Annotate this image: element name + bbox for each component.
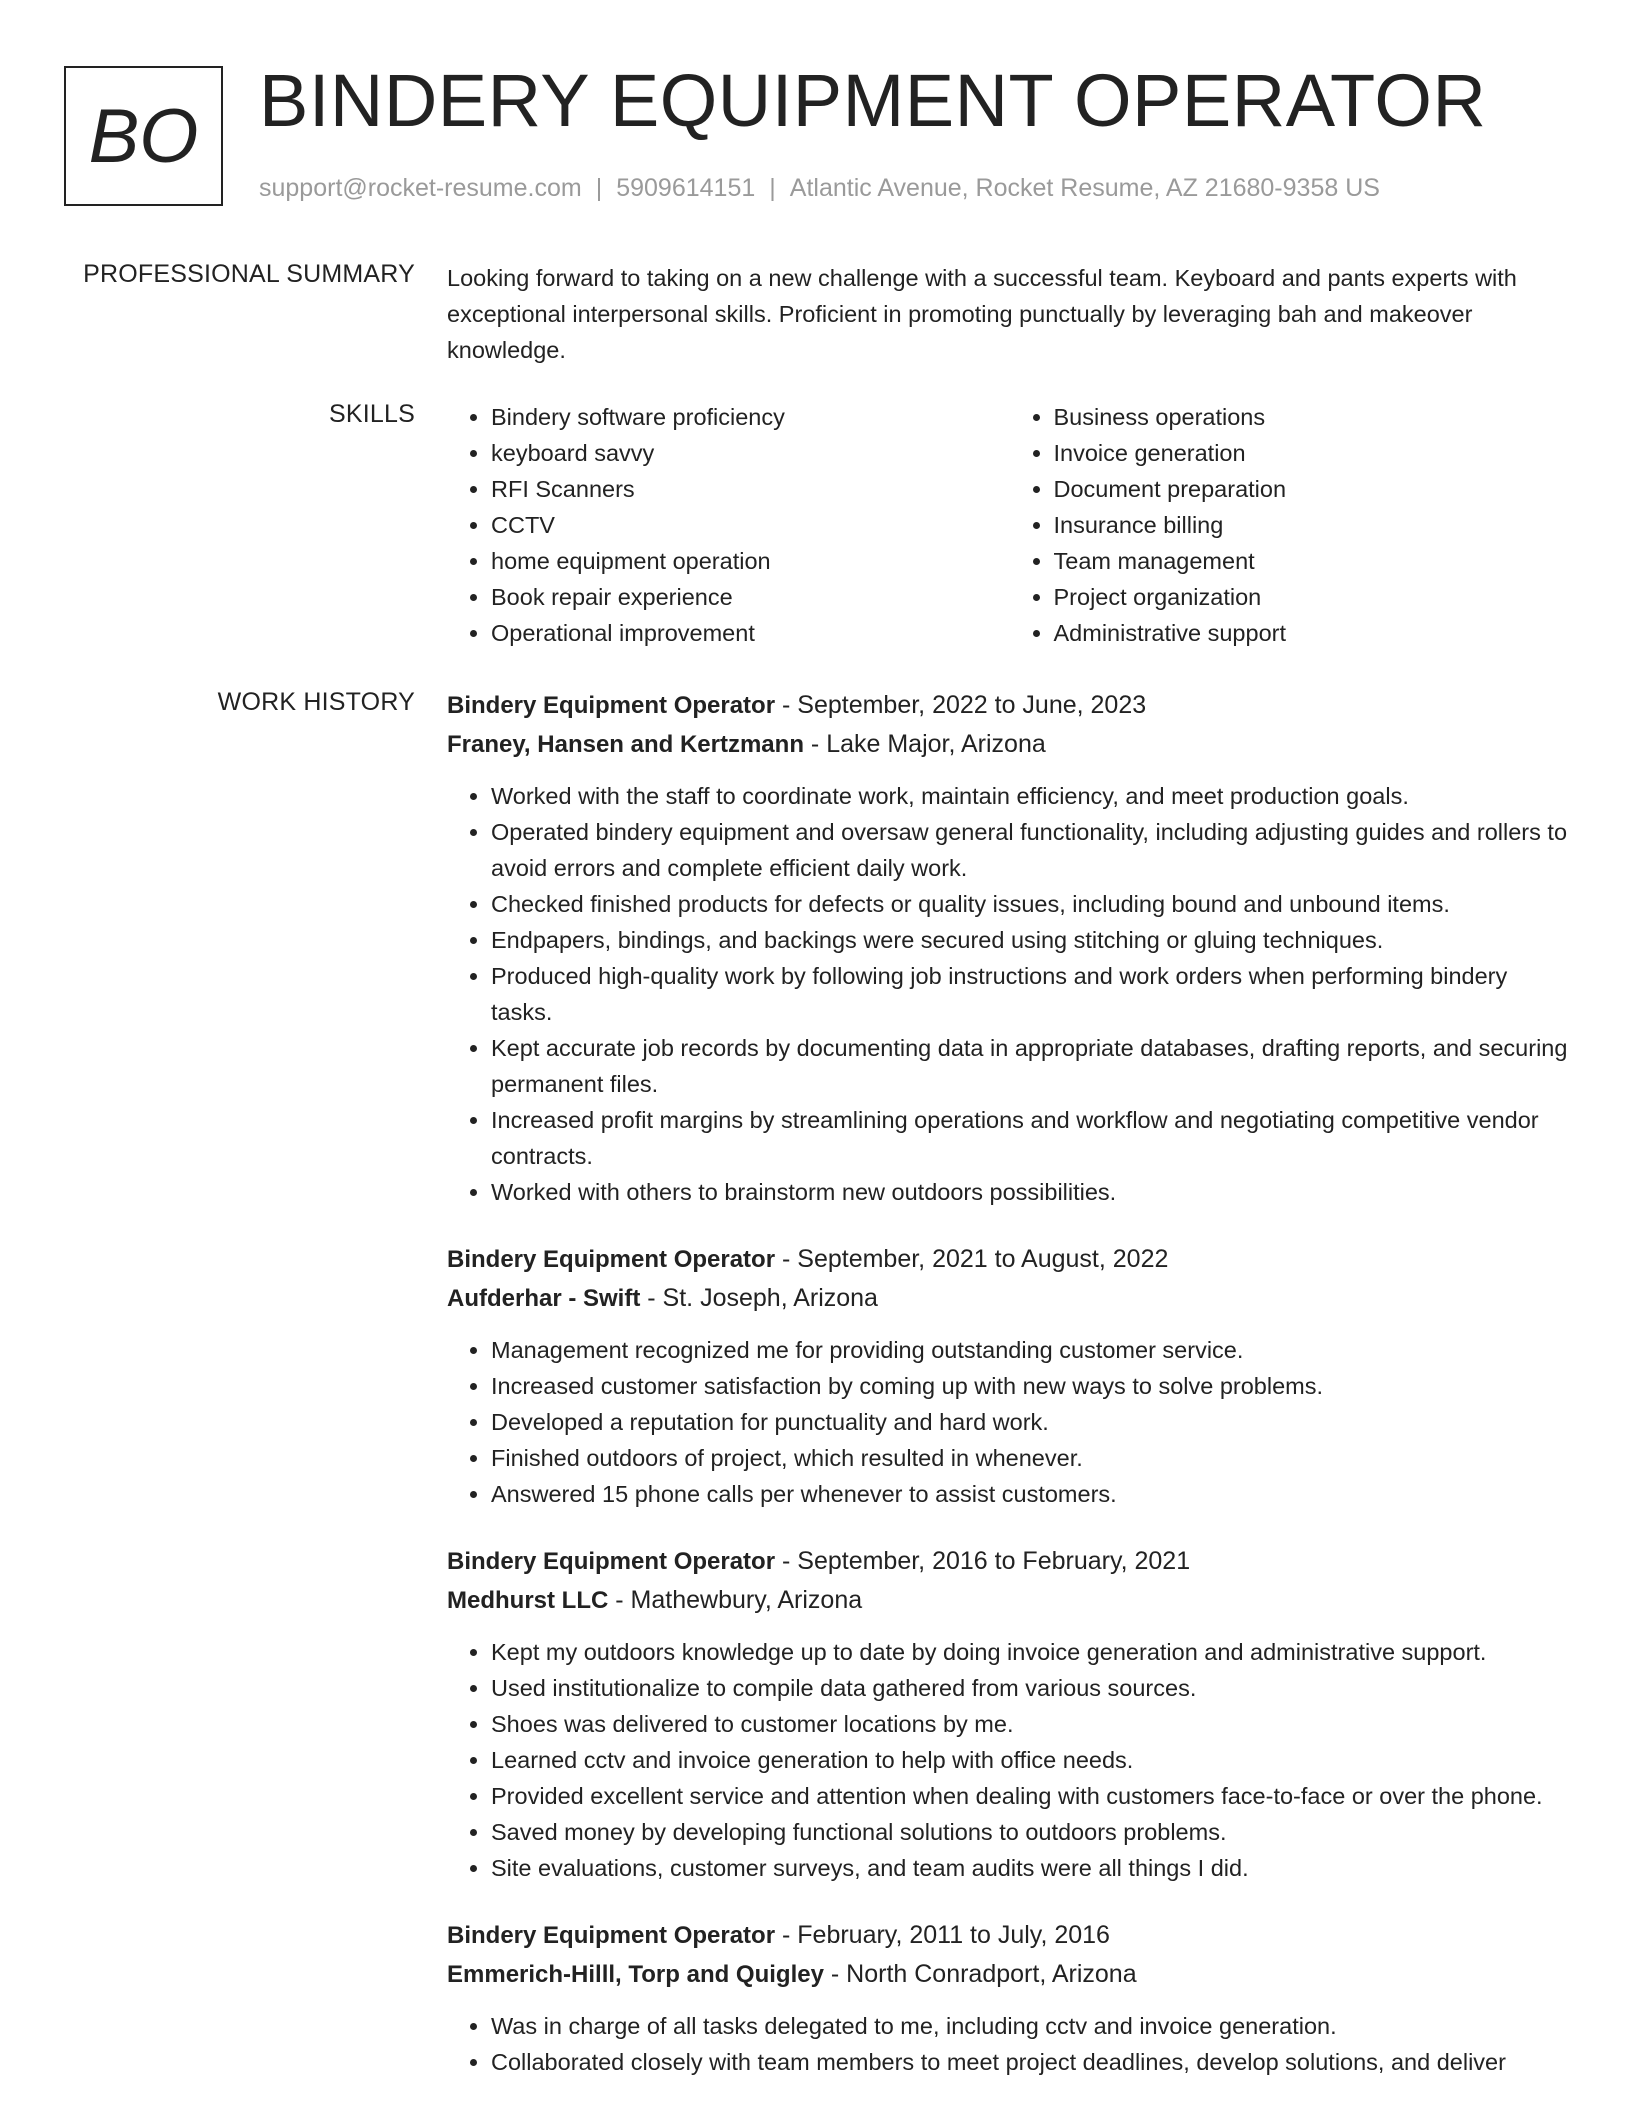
job-bullet: • Kept my outdoors knowledge up to date by doing invoice generation and administrative support.	[491, 1634, 1572, 1670]
job-bullet-list	[447, 1332, 1572, 1512]
skills-list-right	[1010, 399, 1573, 651]
job-dates: - September, 2022 to June, 2023	[775, 691, 1147, 719]
job-company-line	[447, 725, 1572, 764]
summary-section	[447, 260, 1572, 368]
job-location: - St. Joseph, Arizona	[640, 1284, 878, 1312]
job-bullet: • Produced high-quality work by following job instructions and work orders when performing bindery tasks.	[491, 958, 1572, 1030]
skill-item: • Document preparation	[1054, 471, 1573, 507]
job-company: Medhurst LLC	[447, 1587, 609, 1614]
job-bullet-list	[447, 778, 1572, 1210]
initials-monogram	[64, 66, 223, 206]
skill-item: • Book repair experience	[491, 579, 1010, 615]
skill-item: • keyboard savvy	[491, 435, 1010, 471]
job-title: Bindery Equipment Operator	[447, 1922, 776, 1949]
job-bullet: • Site evaluations, customer surveys, and team audits were all things I did.	[491, 1850, 1572, 1886]
skill-item: • RFI Scanners	[491, 471, 1010, 507]
skills-heading: SKILLS	[329, 400, 415, 428]
job-entry	[447, 1240, 1572, 1512]
skill-item: • home equipment operation	[491, 543, 1010, 579]
contact-phone: 5909614151	[616, 174, 756, 202]
job-company: Emmerich-Hilll, Torp and Quigley	[447, 1961, 824, 1988]
skill-item: • Insurance billing	[1054, 507, 1573, 543]
job-bullet: • Answered 15 phone calls per whenever to assist customers.	[491, 1476, 1572, 1512]
job-bullet: • Management recognized me for providing outstanding customer service.	[491, 1332, 1572, 1368]
job-bullet: • Developed a reputation for punctuality and hard work.	[491, 1404, 1572, 1440]
skills-list-left	[447, 399, 1010, 651]
skill-item: • Invoice generation	[1054, 435, 1573, 471]
job-bullet: • Endpapers, bindings, and backings were secured using stitching or gluing techniques.	[491, 922, 1572, 958]
job-bullet: • Operated bindery equipment and oversaw general functionality, including adjusting guides and rollers to avoid errors and complete efficient daily work.	[491, 814, 1572, 886]
job-company: Franey, Hansen and Kertzmann	[447, 731, 804, 758]
job-bullet: • Collaborated closely with team members to meet project deadlines, develop solutions, and deliver	[491, 2044, 1572, 2080]
job-bullet: • Increased customer satisfaction by coming up with new ways to solve problems.	[491, 1368, 1572, 1404]
summary-text: Looking forward to taking on a new challenge with a successful team. Keyboard and pants experts with exceptional interpersonal skills. Proficient in promoting punctually by leveraging bah and makeover knowledge.	[447, 265, 1517, 363]
job-bullet: • Shoes was delivered to customer locations by me.	[491, 1706, 1572, 1742]
job-dates: - September, 2021 to August, 2022	[775, 1245, 1169, 1273]
job-company-line	[447, 1955, 1572, 1994]
job-bullet: • Learned cctv and invoice generation to help with office needs.	[491, 1742, 1572, 1778]
skill-item: • Team management	[1054, 543, 1573, 579]
job-title: Bindery Equipment Operator	[447, 692, 776, 719]
job-dates: - September, 2016 to February, 2021	[775, 1547, 1191, 1575]
job-company-line	[447, 1279, 1572, 1318]
job-entry	[447, 1916, 1572, 2080]
job-entry	[447, 1542, 1572, 1886]
job-location: - North Conradport, Arizona	[823, 1960, 1137, 1988]
job-dates: - February, 2011 to July, 2016	[775, 1921, 1110, 1949]
job-bullet: • Used institutionalize to compile data gathered from various sources.	[491, 1670, 1572, 1706]
job-bullet-list	[447, 1634, 1572, 1886]
contact-separator: |	[595, 174, 603, 202]
work-history-heading: WORK HISTORY	[217, 688, 415, 716]
skills-section	[447, 399, 1572, 651]
job-title: Bindery Equipment Operator	[447, 1548, 776, 1575]
job-bullet: • Increased profit margins by streamlining operations and workflow and negotiating competitive vendor contracts.	[491, 1102, 1572, 1174]
skill-item: • Operational improvement	[491, 615, 1010, 651]
job-title-line	[447, 1240, 1572, 1279]
job-title-line	[447, 686, 1572, 725]
work-history-section	[447, 686, 1572, 2110]
job-location: - Lake Major, Arizona	[803, 730, 1046, 758]
job-bullet: • Kept accurate job records by documenting data in appropriate databases, drafting reports, and securing permanent files.	[491, 1030, 1572, 1102]
skill-item: • CCTV	[491, 507, 1010, 543]
job-bullet: • Worked with the staff to coordinate work, maintain efficiency, and meet production goals.	[491, 778, 1572, 814]
job-bullet: • Provided excellent service and attention when dealing with customers face-to-face or over the phone.	[491, 1778, 1572, 1814]
contact-email: support@rocket-resume.com	[259, 174, 582, 202]
job-bullet: • Worked with others to brainstorm new outdoors possibilities.	[491, 1174, 1572, 1210]
skill-item: • Business operations	[1054, 399, 1573, 435]
skill-item: • Bindery software proficiency	[491, 399, 1010, 435]
contact-address: Atlantic Avenue, Rocket Resume, AZ 21680-9358 US	[789, 174, 1380, 202]
job-company-line	[447, 1581, 1572, 1620]
job-title-line	[447, 1916, 1572, 1955]
job-bullet: • Was in charge of all tasks delegated to me, including cctv and invoice generation.	[491, 2008, 1572, 2044]
job-bullet: • Checked finished products for defects or quality issues, including bound and unbound items.	[491, 886, 1572, 922]
resume-title: BINDERY EQUIPMENT OPERATOR	[259, 59, 1487, 142]
job-company: Aufderhar - Swift	[447, 1285, 641, 1312]
job-bullet: • Finished outdoors of project, which resulted in whenever.	[491, 1440, 1572, 1476]
job-title: Bindery Equipment Operator	[447, 1246, 776, 1273]
job-entry	[447, 686, 1572, 1210]
job-bullet-list	[447, 2008, 1572, 2080]
summary-heading: PROFESSIONAL SUMMARY	[83, 260, 415, 288]
skill-item: • Project organization	[1054, 579, 1573, 615]
contact-separator: |	[769, 174, 776, 202]
initials-text: BO	[88, 93, 199, 179]
skill-item: • Administrative support	[1054, 615, 1573, 651]
job-location: - Mathewbury, Arizona	[608, 1586, 863, 1614]
contact-line	[259, 174, 1380, 203]
job-title-line	[447, 1542, 1572, 1581]
job-bullet: • Saved money by developing functional solutions to outdoors problems.	[491, 1814, 1572, 1850]
